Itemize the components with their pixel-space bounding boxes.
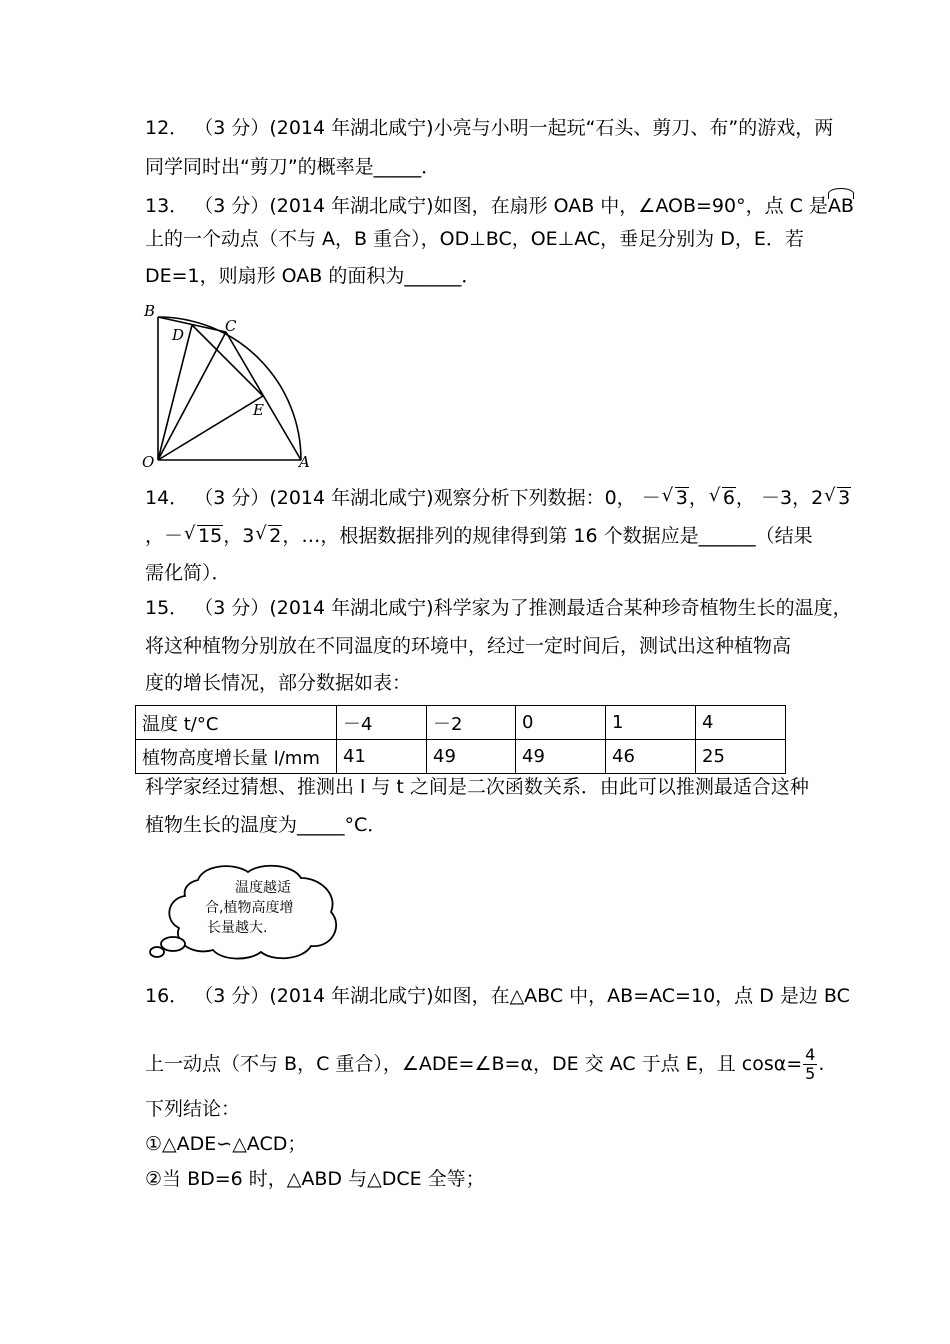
comma-1: ， bbox=[688, 487, 708, 509]
q16-line2-text: 上一动点（不与 B，C 重合），∠ADE=∠B=α，DE 交 AC 于点 E，且 cosα= bbox=[145, 1053, 803, 1075]
bubble-text-2: 合,植物高度增 bbox=[205, 900, 294, 916]
q16-line2 bbox=[145, 1046, 824, 1083]
segment-bc bbox=[158, 317, 226, 332]
q16-line2-end: . bbox=[818, 1053, 825, 1075]
arc-ab-symbol: AB bbox=[828, 190, 854, 218]
q13-line1 bbox=[145, 190, 854, 218]
segment-od bbox=[158, 325, 192, 460]
table-cell: 25 bbox=[696, 740, 786, 774]
sqrt-2: √ 2 bbox=[268, 525, 282, 546]
q13-line3: DE=1，则扇形 OAB 的面积为______． bbox=[145, 265, 481, 287]
table-cell: 46 bbox=[606, 740, 696, 774]
sqrt-15: √ 15 bbox=[197, 525, 223, 546]
sqrt-3-b: √ 3 bbox=[837, 487, 851, 508]
table-cell: 植物高度增长量 l/mm bbox=[136, 740, 337, 774]
q14-line2-post: ，…，根据数据排列的规律得到第 16 个数据应是______（结果 bbox=[282, 525, 813, 547]
q16-line3: 下列结论： bbox=[145, 1098, 241, 1120]
q14-line2 bbox=[145, 524, 813, 548]
bubble-text-1: 温度越适 bbox=[235, 880, 291, 896]
q13-line1-text: 13． （3 分）(2014 年湖北咸宁)如图，在扇形 OAB 中，∠AOB=90°，点 C 是 bbox=[145, 195, 828, 217]
table-cell: 温度 t/°C bbox=[136, 706, 337, 740]
q15-line5: 植物生长的温度为_____°C． bbox=[145, 814, 387, 836]
table-cell: 41 bbox=[337, 740, 427, 774]
table-row bbox=[136, 740, 786, 774]
table-row bbox=[136, 706, 786, 740]
fraction-denominator: 5 bbox=[805, 1064, 816, 1083]
fraction-4-5 bbox=[803, 1046, 817, 1083]
table-cell: 4 bbox=[696, 706, 786, 740]
table-cell: －2 bbox=[427, 706, 516, 740]
label-e: E bbox=[253, 401, 264, 419]
table-cell: 1 bbox=[606, 706, 696, 740]
bubble-dot-small bbox=[150, 947, 164, 957]
q15-line3: 度的增长情况，部分数据如表： bbox=[145, 672, 412, 694]
q13-line2: 上的一个动点（不与 A，B 重合），OD⊥BC，OE⊥AC，垂足分别为 D，E．若 bbox=[145, 228, 804, 250]
comma-2: ， bbox=[735, 487, 755, 509]
segment-ca bbox=[226, 332, 301, 460]
q14-line2-mid: ，3 bbox=[223, 525, 255, 547]
q15-line4: 科学家经过猜想、推测出 l 与 t 之间是二次函数关系．由此可以推测最适合这种 bbox=[145, 776, 809, 798]
q16-line5: ②当 BD=6 时，△ABD 与△DCE 全等； bbox=[145, 1168, 485, 1190]
label-c: C bbox=[225, 317, 237, 335]
q16-line1: 16． （3 分）(2014 年湖北咸宁)如图，在△ABC 中，AB=AC=10，点 D 是边 BC bbox=[145, 985, 850, 1007]
data-table bbox=[135, 705, 786, 774]
table-cell: 0 bbox=[516, 706, 606, 740]
q14-line1-text: 14． （3 分）(2014 年湖北咸宁)观察分析下列数据：0， bbox=[145, 487, 636, 509]
thought-bubble bbox=[143, 860, 348, 962]
sqrt-3: √ 3 bbox=[675, 487, 689, 508]
q16-line4: ①△ADE∽△ACD； bbox=[145, 1133, 307, 1155]
sector-figure bbox=[138, 300, 318, 472]
q15-line2: 将这种植物分别放在不同温度的环境中，经过一定时间后，测试出这种植物高 bbox=[145, 635, 792, 657]
neg-sign: － bbox=[641, 487, 661, 509]
segment-oe bbox=[158, 396, 263, 460]
neg3-text: －3，2 bbox=[760, 487, 824, 509]
label-a: A bbox=[299, 453, 310, 471]
q14-line1 bbox=[145, 486, 851, 510]
label-b: B bbox=[144, 302, 156, 320]
q12-line1: 12． （3 分）(2014 年湖北咸宁)小亮与小明一起玩“石头、剪刀、布”的游戏，两 bbox=[145, 117, 834, 139]
q15-line1: 15． （3 分）(2014 年湖北咸宁)科学家为了推测最适合某种珍奇植物生长的温度， bbox=[145, 597, 852, 619]
fraction-numerator: 4 bbox=[805, 1045, 816, 1064]
sqrt-6: √ 6 bbox=[722, 487, 736, 508]
segment-oc bbox=[158, 332, 226, 460]
table-cell: －4 bbox=[337, 706, 427, 740]
q12-line2: 同学同时出“剪刀”的概率是_____． bbox=[145, 156, 441, 178]
label-d: D bbox=[172, 326, 185, 344]
bubble-dot-large bbox=[161, 937, 185, 951]
q14-line2-pre: ，－ bbox=[145, 525, 184, 547]
q14-line3: 需化简）． bbox=[145, 562, 231, 584]
table-cell: 49 bbox=[516, 740, 606, 774]
table-cell: 49 bbox=[427, 740, 516, 774]
label-o: O bbox=[142, 453, 155, 471]
bubble-text-3: 长量越大. bbox=[207, 920, 268, 936]
